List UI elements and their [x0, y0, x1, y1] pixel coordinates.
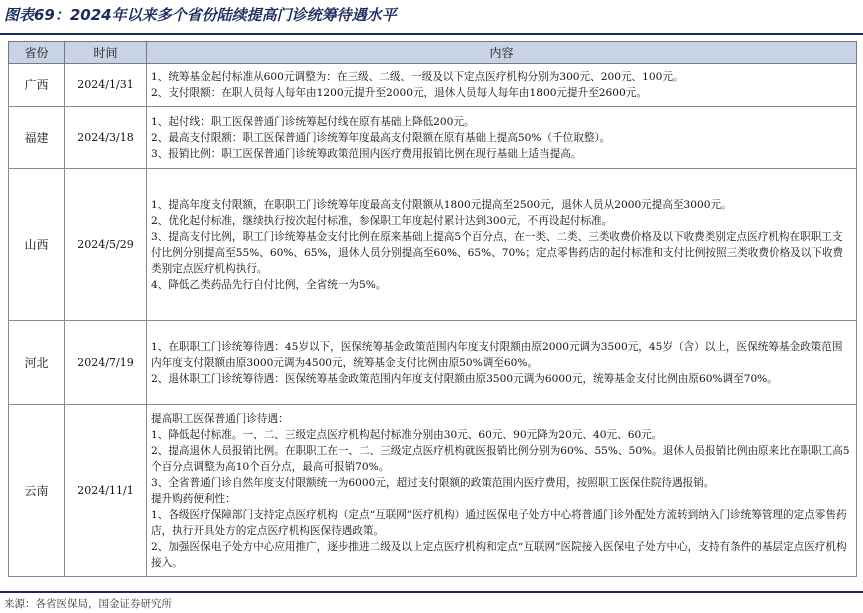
- province-cell: 福建: [9, 107, 65, 169]
- figure-title: 图表69：2024年以来多个省份陆续提高门诊统筹待遇水平: [4, 6, 397, 24]
- source-note: 来源：各省医保局，国金证券研究所: [4, 598, 172, 610]
- date-cell: 2024/5/29: [65, 169, 147, 321]
- content-line: 3、报销比例：职工医保普通门诊统筹政策范围内医疗费用报销比例在现行基础上适当提高。: [151, 147, 582, 160]
- province-cell: 河北: [9, 321, 65, 405]
- province-cell: 山西: [9, 169, 65, 321]
- content-line: 2、支付限额：在职人员每人每年由1200元提升至2000元，退休人员每人每年由1800元提升至2600元。: [151, 87, 647, 99]
- header-province: 省份: [9, 42, 65, 64]
- content-line: 1、起付线：职工医保普通门诊统筹起付线在原有基础上降低200元。: [151, 115, 475, 128]
- content-line: 1、在职职工门诊统筹待遇：45岁以下，医保统筹基金政策范围内年度支付限额由原2000元调为3500元，45岁（含）以上，医保统筹基金政策范围内年度支付限额由原3000元调为4500元，统筹基金支付比例由原50%调至60%。: [151, 340, 843, 369]
- province-cell: 广西: [9, 64, 65, 107]
- table-row: [9, 321, 857, 405]
- content-cell: [147, 107, 857, 169]
- date-cell: 2024/7/19: [65, 321, 147, 405]
- title-divider: [0, 33, 863, 35]
- content-line: 3、提高支付比例，职工门诊统筹基金支付比例在原来基础上提高5个百分点，在一类、二类、三类收费价格及以下收费类别定点医疗机构在职职工支付比例分别提高至55%、60%、65%，退休人员分别提高至60%、65%、70%；定点零售药店的起付标准和支付比例按照三类收费价格及以下收费类别定点医疗机构执行。: [151, 230, 844, 275]
- content-line: 2、加强医保电子处方中心应用推广，逐步推进二级及以上定点医疗机构和定点“互联网”医院接入医保电子处方中心，支持有条件的基层定点医疗机构接入。: [151, 540, 847, 569]
- policy-table: [8, 41, 857, 577]
- content-line: 提升购药便利性：: [151, 492, 236, 505]
- content-line: 3、全省普通门诊自然年度支付限额统一为6000元，超过支付限额的政策范围内医疗费用，按照职工医保住院待遇报销。: [151, 476, 715, 489]
- date-cell: 2024/3/18: [65, 107, 147, 169]
- table-row: [9, 405, 857, 577]
- table-row: [9, 169, 857, 321]
- province-cell: 云南: [9, 405, 65, 577]
- content-cell: [147, 64, 857, 107]
- content-line: 2、优化起付标准，继续执行按次起付标准，参保职工年度起付累计达到300元，不再设起付标准。: [151, 214, 613, 227]
- content-cell: [147, 321, 857, 405]
- content-cell: [147, 169, 857, 321]
- table-header-row: [9, 42, 857, 64]
- date-cell: 2024/11/1: [65, 405, 147, 577]
- content-line: 2、退休职工门诊统筹待遇：医保统筹基金政策范围内年度支付限额由原3500元调为6000元，统筹基金支付比例由原60%调至70%。: [151, 372, 778, 385]
- content-line: 1、降低起付标准。一、二、三级定点医疗机构起付标准分别由30元、60元、90元降为20元、40元、60元。: [151, 428, 663, 441]
- content-line: 2、提高退休人员报销比例。在职职工在一、二、三级定点医疗机构就医报销比例分别为60%、55%、50%。退休人员报销比例由原来比在职职工高5个百分点调整为高10个百分点，最高可报销70%。: [151, 444, 850, 473]
- header-content: 内容: [147, 42, 857, 64]
- content-line: 2、最高支付限额：职工医保普通门诊统筹年度最高支付限额在原有基础上提高50%（千位取整）。: [151, 131, 611, 144]
- content-line: 1、各级医疗保障部门支持定点医疗机构（定点“互联网”医疗机构）通过医保电子处方中心将普通门诊外配处方流转到纳入门诊统筹管理的定点零售药店，执行开具处方的定点医疗机构医保待遇政策。: [151, 508, 847, 537]
- table-row: [9, 64, 857, 107]
- date-cell: 2024/1/31: [65, 64, 147, 107]
- header-date: 时间: [65, 42, 147, 64]
- content-line: 1、统筹基金起付标准从600元调整为：在三级、二级、一级及以下定点医疗机构分别为300元、200元、100元。: [151, 71, 684, 83]
- bottom-divider: [0, 591, 863, 593]
- table-row: [9, 107, 857, 169]
- content-line: 4、降低乙类药品先行自付比例，全省统一为5%。: [151, 278, 387, 291]
- content-line: 1、提高年度支付限额，在职职工门诊统筹年度最高支付限额从1800元提高至2500元，退休人员从2000元提高至3000元。: [151, 198, 732, 211]
- content-cell: [147, 405, 857, 577]
- content-line: 提高职工医保普通门诊待遇：: [151, 412, 289, 425]
